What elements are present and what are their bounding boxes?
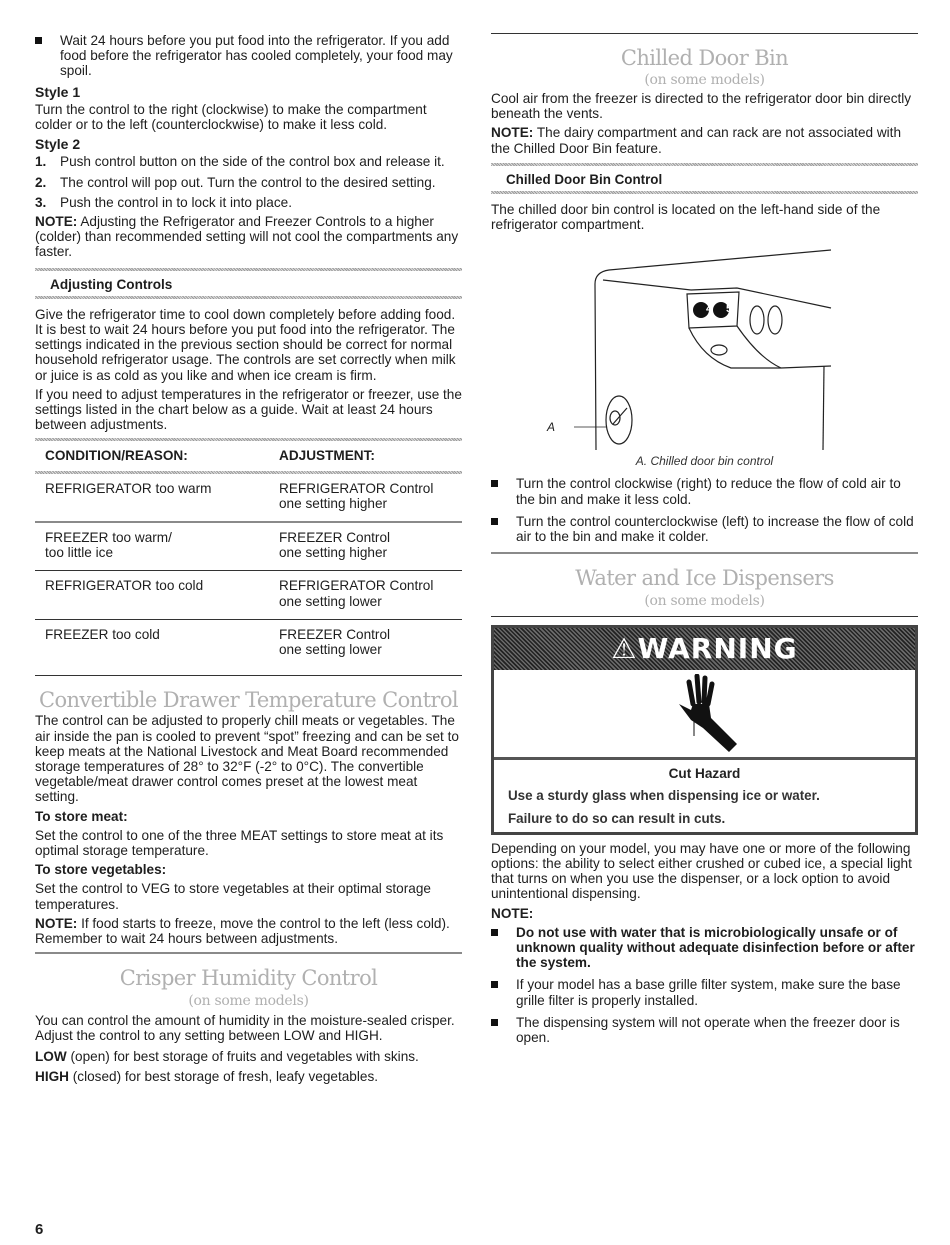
chilled-subtitle: (on some models) bbox=[644, 72, 765, 88]
hatched-divider bbox=[35, 268, 462, 271]
adjusting-para-2: If you need to adjust temperatures in the refrigerator or freezer, use the settings listed in the chart below as a guide. Wait at least 24 hours between adjustments. bbox=[35, 386, 462, 433]
chilled-bullet: Turn the control counterclockwise (left) to increase the flow of cold air to the bin and make it colder. bbox=[491, 514, 918, 544]
crisper-para: You can control the amount of humidity in the moisture-sealed crisper. Adjust the control to any setting between LOW and HIGH. bbox=[35, 1013, 455, 1044]
convertible-para: The control can be adjusted to properly chill meats or vegetables. The air inside the pan is cooled to prevent “spot” freezing and can be set to keep meats at the National Livestock and Meat Board recommended storage temperatures of 28° to 32°F (-2° to 0°C). The convertible vegetable/meat drawer control comes preset at the lowest meat setting. bbox=[35, 713, 459, 805]
condition-cell: FREEZER too cold bbox=[45, 626, 160, 642]
chilled-para: Cool air from the freezer is directed to the refrigerator door bin directly beneath the vents. bbox=[491, 91, 912, 122]
cut-hand-icon bbox=[677, 674, 737, 754]
table-row bbox=[35, 571, 462, 618]
condition-cell: REFRIGERATOR too warm bbox=[45, 480, 212, 496]
adjusting-para-1: Give the refrigerator time to cool down completely before adding food. It is best to wait 24 hours before you put food into the refrigerator. The settings indicated in the previous section should be correct for normal household refrigerator usage. The controls are set correctly when milk or juice is as cold as you like and when ice cream is firm. bbox=[35, 306, 456, 383]
bullet-square-icon bbox=[491, 518, 498, 525]
adjusting-controls-heading: Adjusting Controls bbox=[50, 276, 173, 292]
bullet-square-icon bbox=[35, 37, 42, 44]
dial-left-number: 4 bbox=[705, 303, 713, 316]
callout-a-label: A bbox=[547, 420, 556, 435]
bullet-square-icon bbox=[491, 1019, 498, 1026]
style2-heading: Style 2 bbox=[35, 136, 81, 153]
table-divider bbox=[35, 675, 462, 676]
convertible-note: NOTE: If food starts to freeze, move the control to the left (less cold). Remember to wait 24 hours between adjustments. bbox=[35, 915, 450, 946]
warning-line-2: Failure to do so can result in cuts. bbox=[508, 810, 726, 826]
style2-step: 2. The control will pop out. Turn the control to the desired setting. bbox=[35, 174, 436, 190]
hatched-divider bbox=[491, 191, 918, 194]
crisper-title: Crisper Humidity Control bbox=[119, 966, 378, 991]
water-para: Depending on your model, you may have one or more of the following options: the ability to select either crushed or cubed ice, a special light that turns on when you use the dispenser, or a lock option to avoid unintentional dispensing. bbox=[491, 840, 912, 902]
store-meat-text: Set the control to one of the three MEAT settings to store meat at its optimal storage temperature. bbox=[35, 827, 444, 858]
dial-right-number: 5 bbox=[725, 303, 733, 316]
style2-step: 1. Push control button on the side of the control box and release it. bbox=[35, 154, 445, 170]
section-divider bbox=[491, 33, 918, 34]
warning-header: ⚠WARNING bbox=[494, 628, 915, 670]
intro-bullet: Wait 24 hours before you put food into the refrigerator. If you add food before the refrigerator has cooled completely, your food may spoil. bbox=[35, 33, 462, 79]
table-row bbox=[35, 523, 462, 570]
chilled-control-text: The chilled door bin control is located on the left-hand side of the refrigerator compartment. bbox=[491, 202, 881, 233]
water-bullet: Do not use with water that is microbiologically unsafe or of unknown quality without adequate disinfection before or after the system. bbox=[491, 925, 918, 971]
style1-heading: Style 1 bbox=[35, 83, 81, 100]
left-column bbox=[35, 0, 462, 1084]
crisper-low: LOW (open) for best storage of fruits and vegetables with skins. bbox=[35, 1048, 419, 1064]
store-meat-heading: To store meat: bbox=[35, 808, 128, 824]
note-controls: NOTE: Adjusting the Refrigerator and Freezer Controls to a higher (colder) than recommended setting will not cool the compartments any faster. bbox=[35, 214, 459, 260]
page-number: 6 bbox=[35, 1221, 44, 1238]
column-header: CONDITION/REASON: bbox=[45, 448, 188, 464]
refrigerator-interior-illustration bbox=[491, 240, 918, 468]
water-bullet: The dispensing system will not operate when the freezer door is open. bbox=[491, 1015, 918, 1045]
right-column bbox=[491, 0, 918, 1045]
bullet-square-icon bbox=[491, 929, 498, 936]
figure-caption: A. Chilled door bin control bbox=[635, 454, 774, 469]
store-veg-text: Set the control to VEG to store vegetables at their optimal storage temperatures. bbox=[35, 881, 431, 912]
section-divider bbox=[491, 552, 918, 554]
hatched-divider bbox=[491, 163, 918, 166]
warning-line-1: Use a sturdy glass when dispensing ice or water. bbox=[508, 788, 820, 804]
store-veg-heading: To store vegetables: bbox=[35, 862, 167, 878]
adjustment-table bbox=[35, 441, 462, 676]
bullet-square-icon bbox=[491, 981, 498, 988]
warning-triangle-icon: ⚠ bbox=[611, 632, 638, 666]
section-divider bbox=[491, 616, 918, 617]
adjustment-cell: REFRIGERATOR Control one setting higher bbox=[279, 480, 434, 511]
condition-cell: REFRIGERATOR too cold bbox=[45, 578, 204, 594]
chilled-control-heading: Chilled Door Bin Control bbox=[506, 171, 663, 187]
chilled-note: NOTE: The dairy compartment and can rack are not associated with the Chilled Door Bin feature. bbox=[491, 125, 902, 156]
adjustment-cell: REFRIGERATOR Control one setting lower bbox=[279, 578, 434, 609]
chilled-bullet: Turn the control clockwise (right) to reduce the flow of cold air to the bin and make it less cold. bbox=[491, 476, 918, 506]
hatched-divider bbox=[35, 296, 462, 299]
chilled-door-bin-title: Chilled Door Bin bbox=[620, 46, 789, 70]
style2-step: 3. Push the control in to lock it into place. bbox=[35, 194, 292, 210]
table-row bbox=[35, 620, 462, 675]
crisper-subtitle: (on some models) bbox=[188, 993, 309, 1010]
column-header: ADJUSTMENT: bbox=[279, 448, 375, 464]
cut-hazard-image bbox=[494, 670, 915, 760]
convertible-drawer-title: Convertible Drawer Temperature Control bbox=[38, 688, 459, 713]
condition-cell: FREEZER too warm/ too little ice bbox=[45, 530, 172, 561]
table-header-row bbox=[35, 441, 462, 470]
adjustment-cell: FREEZER Control one setting lower bbox=[279, 626, 391, 658]
bullet-square-icon bbox=[491, 480, 498, 487]
water-ice-title: Water and Ice Dispensers bbox=[575, 566, 834, 591]
hazard-title: Cut Hazard bbox=[668, 766, 741, 782]
section-divider bbox=[35, 952, 462, 954]
style1-text: Turn the control to the right (clockwise) to make the compartment colder or to the left (counterclockwise) to make it less cold. bbox=[35, 101, 427, 133]
adjustment-cell: FREEZER Control one setting higher bbox=[279, 530, 391, 561]
chilled-bin-figure bbox=[491, 240, 918, 468]
water-bullet: If your model has a base grille filter system, make sure the base grille filter is properly installed. bbox=[491, 977, 918, 1007]
crisper-high: HIGH (closed) for best storage of fresh, leafy vegetables. bbox=[35, 1068, 379, 1084]
water-note-label: NOTE: bbox=[491, 905, 534, 921]
warning-text bbox=[494, 760, 915, 832]
water-ice-subtitle: (on some models) bbox=[644, 593, 765, 610]
table-row bbox=[35, 474, 462, 521]
warning-box bbox=[491, 625, 918, 835]
